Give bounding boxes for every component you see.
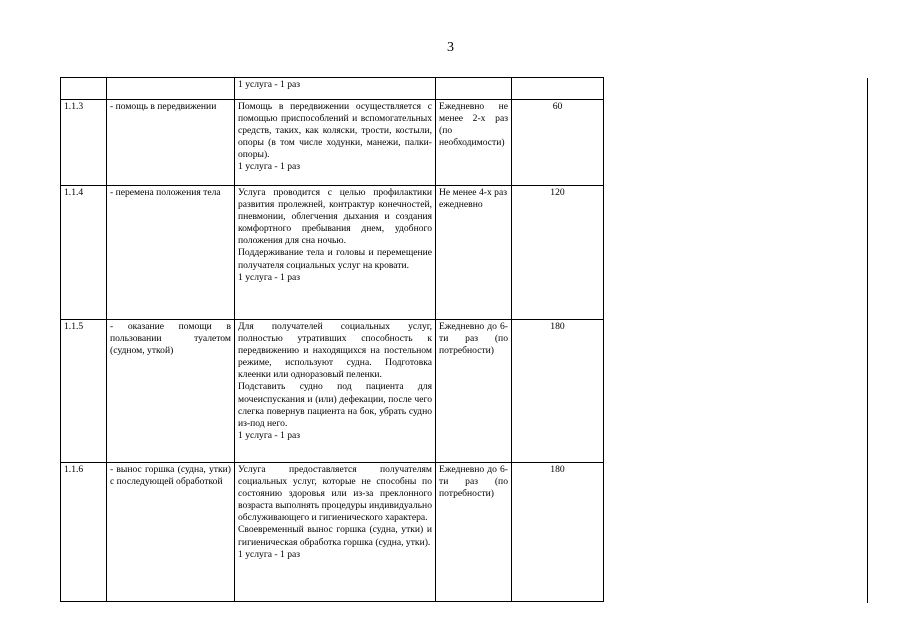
service-unit-text: 1 услуга - 1 раз bbox=[238, 161, 301, 173]
service-code-cell: 1.1.5 bbox=[61, 320, 107, 463]
service-description-cell bbox=[235, 100, 436, 186]
service-description-text: Помощь в передвижении осуществляется с помощью приспособлений и вспомогательных средств, таких, как коляски, трости, костыли, опоры (в том числе ходунки, манежи, палки-опоры). bbox=[238, 101, 432, 161]
service-name-cell: - помощь в передвижении bbox=[107, 100, 235, 186]
service-frequency-cell bbox=[436, 78, 512, 100]
service-description-cell: 1 услуга - 1 раз bbox=[235, 78, 436, 100]
services-table bbox=[60, 77, 604, 602]
page-border-line bbox=[867, 78, 868, 603]
service-unit-text: 1 услуга - 1 раз bbox=[238, 429, 301, 441]
service-code-cell bbox=[61, 78, 107, 100]
service-name-cell: - перемена положения тела bbox=[107, 186, 235, 320]
service-unit-text: 1 услуга - 1 раз bbox=[238, 548, 301, 560]
service-description-text-2: Поддерживание тела и головы и перемещение получателя социальных услуг на кровати. bbox=[238, 247, 432, 271]
service-code-cell: 1.1.6 bbox=[61, 463, 107, 602]
service-amount-cell: 60 bbox=[512, 100, 604, 186]
service-unit-text: 1 услуга - 1 раз bbox=[238, 271, 301, 283]
service-description-text: Услуга проводится с целью профилактики развития пролежней, контрактур конечностей, пневмонии, облегчения дыхания и создания комфортного пребывания днем, удобного положения для сна ночью. bbox=[238, 187, 432, 247]
service-name-cell: - вынос горшка (судна, утки) с последующей обработкой bbox=[107, 463, 235, 602]
service-description-cell bbox=[235, 463, 436, 602]
service-name-cell: - оказание помощи в пользовании туалетом (судном, уткой) bbox=[107, 320, 235, 463]
service-description-cell bbox=[235, 320, 436, 463]
service-code-cell: 1.1.3 bbox=[61, 100, 107, 186]
table-row bbox=[61, 100, 604, 186]
service-frequency-cell: Ежедневно не менее 2-х раз (по необходимости) bbox=[436, 100, 512, 186]
service-amount-cell bbox=[512, 78, 604, 100]
service-frequency-cell: Не менее 4-х раз ежедневно bbox=[436, 186, 512, 320]
service-description-text: Услуга предоставляется получателям социальных услуг, которые не способны по состоянию здоровья или из-за преклонного возраста выполнять процедуры индивидуально обслуживающего и гигиенического характера. bbox=[238, 464, 432, 524]
service-name-cell bbox=[107, 78, 235, 100]
table-row bbox=[61, 320, 604, 463]
page-number: 3 bbox=[447, 40, 454, 55]
service-description-text-2: Подставить судно под пациента для мочеиспускания и (или) дефекации, после чего слегка повернув пациента на бок, убрать судно из-под него. bbox=[238, 381, 432, 429]
service-amount-cell: 120 bbox=[512, 186, 604, 320]
table-row bbox=[61, 186, 604, 320]
table-row-continuation bbox=[61, 78, 604, 100]
service-amount-cell: 180 bbox=[512, 463, 604, 602]
service-code-cell: 1.1.4 bbox=[61, 186, 107, 320]
service-description-text: Для получателей социальных услуг, полностью утративших способность к передвижению и находящихся на постельном режиме, используют судна. Подготовка клеенки или одноразовый пеленки. bbox=[238, 321, 432, 381]
service-frequency-cell: Ежедневно до 6-ти раз (по потребности) bbox=[436, 320, 512, 463]
table-row bbox=[61, 463, 604, 602]
service-frequency-cell: Ежедневно до 6-ти раз (по потребности) bbox=[436, 463, 512, 602]
service-amount-cell: 180 bbox=[512, 320, 604, 463]
service-description-cell bbox=[235, 186, 436, 320]
service-description-text-2: Своевременный вынос горшка (судна, утки) и гигиеническая обработка горшка (судна, утки). bbox=[238, 524, 432, 548]
